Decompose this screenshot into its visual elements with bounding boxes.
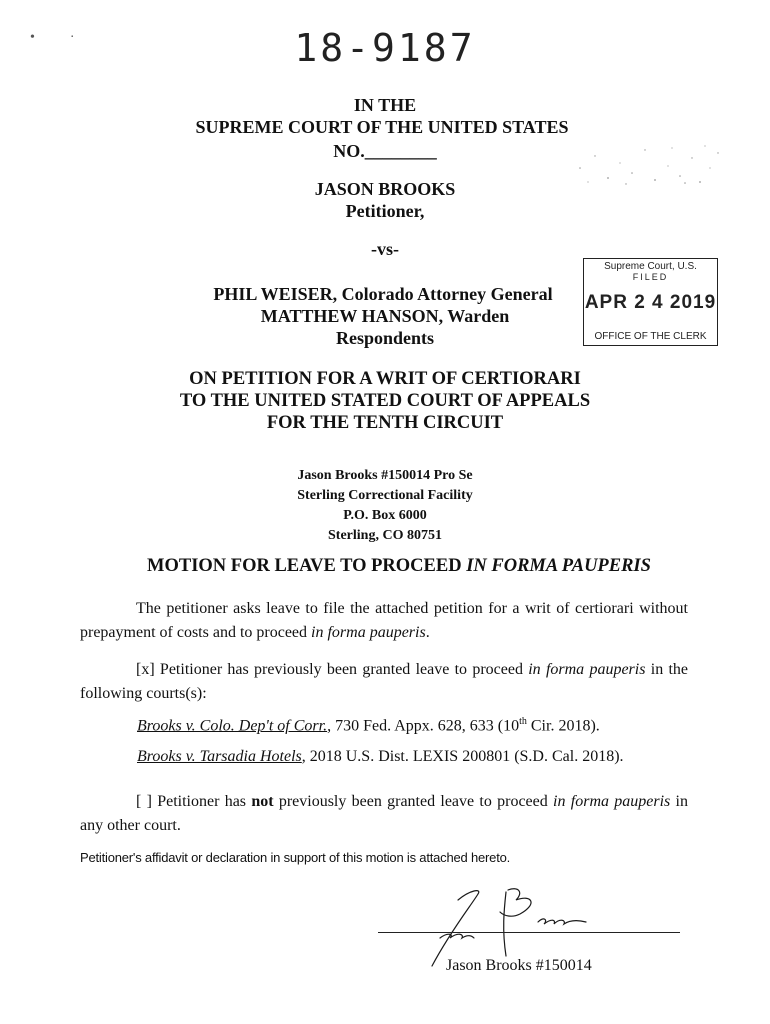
citation-2-case: Brooks v. Tarsadia Hotels <box>137 748 302 765</box>
petition-title-2: TO THE UNITED STATED COURT OF APPEALS <box>179 391 591 411</box>
citation-2-reporter: , 2018 U.S. Dist. LEXIS 200801 (S.D. Cal. 2018). <box>301 748 624 765</box>
court-line-2 <box>0 116 770 138</box>
p2-italic: in forma pauperis <box>528 661 646 678</box>
court-line-1: IN THE <box>353 95 417 115</box>
p3-middle: previously been granted leave to proceed <box>273 793 554 810</box>
p2-end: in the following courts(s): <box>80 661 689 702</box>
motion-title <box>147 556 651 577</box>
p1-text: The petitioner asks leave to file the attached petition for a writ of certiorari without prepayment of costs and to proceed <box>80 600 688 641</box>
paragraph-not-granted <box>80 790 688 838</box>
address-line-4: Sterling, CO 80751 <box>328 528 442 543</box>
docket-number: 18-9187 <box>294 26 476 70</box>
respondent-1-text: PHIL WEISER, Colorado Attorney General <box>213 284 553 304</box>
motion-title-emphasis: IN FORMA PAUPERIS <box>466 556 651 576</box>
petitioner-role: Petitioner, <box>345 201 425 221</box>
case-number-label: NO.________ <box>333 141 437 161</box>
motion-title-prefix: MOTION FOR LEAVE TO PROCEED <box>147 556 467 576</box>
address-line-3: P.O. Box 6000 <box>343 508 427 523</box>
paragraph-granted <box>80 658 688 706</box>
petition-title-3: FOR THE TENTH CIRCUIT <box>266 413 504 433</box>
court-name: SUPREME COURT OF THE UNITED STATES <box>195 117 569 137</box>
affidavit-note: Petitioner's affidavit or declaration in support of this motion is attached hereto. <box>80 850 511 865</box>
scan-marks: • · <box>30 30 75 45</box>
filed-stamp <box>583 258 718 346</box>
petition-title-1: ON PETITION FOR A WRIT OF CERTIORARI <box>189 369 581 389</box>
address-line-2: Sterling Correctional Facility <box>297 488 473 503</box>
address-line-1: Jason Brooks #150014 Pro Se <box>297 468 473 483</box>
versus-label: -vs- <box>371 239 399 259</box>
citation-1-end: Cir. 2018). <box>526 717 600 735</box>
citation-1-reporter: , 730 Fed. Appx. 628, 633 (10 <box>327 717 520 735</box>
petitioner-name: JASON BROOKS <box>314 179 456 199</box>
signer-name: Jason Brooks #150014 <box>446 957 592 974</box>
p3-italic: in forma pauperis <box>553 793 671 810</box>
citation-1-sup: th <box>519 716 527 727</box>
respondent-2: MATTHEW HANSON, Warden <box>260 306 510 326</box>
paragraph-request <box>80 597 688 645</box>
p1-italic: in forma pauperis <box>311 624 426 641</box>
signature-line <box>378 932 680 933</box>
stamp-date: APR 2 4 2019 <box>584 292 717 313</box>
p3-end: in any other court. <box>80 793 689 834</box>
p2-text: [x] Petitioner has previously been granted leave to proceed <box>136 661 529 678</box>
stamp-court: Supreme Court, U.S. <box>604 261 697 272</box>
p3-bold: not <box>251 793 274 810</box>
stamp-status: FILED <box>632 272 669 282</box>
citation-1 <box>137 716 600 735</box>
citation-2 <box>137 748 624 766</box>
citation-1-case: Brooks v. Colo. Dep't of Corr. <box>137 717 328 735</box>
p3-text: [ ] Petitioner has <box>136 793 252 810</box>
respondents-role: Respondents <box>335 328 435 348</box>
p1-end: . <box>425 624 430 641</box>
stamp-office: OFFICE OF THE CLERK <box>594 331 707 342</box>
